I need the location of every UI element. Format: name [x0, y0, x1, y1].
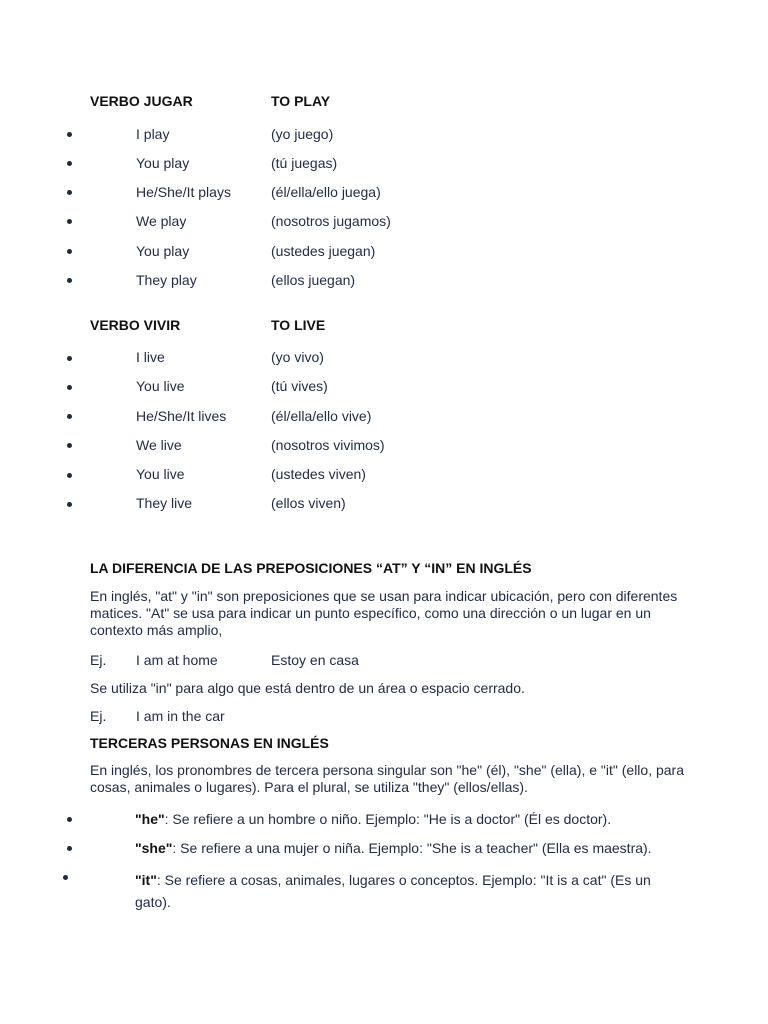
conjugation-en: I play — [136, 126, 170, 142]
conjugation-en: They play — [136, 272, 197, 288]
example-en: I am in the car — [136, 708, 225, 724]
prepositions-heading: LA DIFERENCIA DE LAS PREPOSICIONES “AT” Y “IN” EN INGLÉS — [90, 560, 532, 576]
bullet-icon — [67, 385, 72, 390]
conjugation-es: (ellos juegan) — [271, 272, 356, 288]
conjugation-en: He/She/It lives — [136, 408, 227, 424]
bullet-icon — [67, 502, 72, 507]
conjugation-en: I live — [136, 349, 165, 365]
bullet-icon — [67, 278, 72, 283]
conjugation-en: You play — [136, 243, 190, 259]
bullet-icon — [67, 443, 72, 448]
example-en: I am at home — [136, 652, 218, 668]
pronoun-text: : Se refiere a una mujer o niña. Ejemplo: "She is a teacher" (Ella es maestra). — [172, 840, 652, 856]
example-label: Ej. — [90, 708, 107, 724]
conjugation-en: You live — [136, 466, 185, 482]
conjugation-es: (ustedes juegan) — [271, 243, 376, 259]
prepositions-paragraph: En inglés, "at" y "in" son preposiciones que se usan para indicar ubicación, pero con diferentes matices. "At" se usa para indicar un punto específico, como una dirección o un lugar en un contexto más amplio, — [90, 588, 678, 638]
conjugation-en: We live — [136, 437, 182, 453]
vivir-heading-en: TO LIVE — [271, 317, 326, 333]
bullet-icon — [67, 219, 72, 224]
vivir-heading-es: VERBO VIVIR — [90, 317, 181, 333]
conjugation-es: (yo juego) — [271, 126, 334, 142]
bullet-icon — [67, 414, 72, 419]
conjugation-es: (ustedes viven) — [271, 466, 366, 482]
conjugation-en: You play — [136, 155, 190, 171]
conjugation-es: (él/ella/ello juega) — [271, 184, 381, 200]
third-person-heading: TERCERAS PERSONAS EN INGLÉS — [90, 735, 329, 751]
bullet-icon — [67, 161, 72, 166]
conjugation-es: (nosotros jugamos) — [271, 213, 391, 229]
conjugation-en: We play — [136, 213, 187, 229]
pronoun-item — [135, 840, 652, 856]
bullet-icon — [67, 846, 72, 851]
pronoun-term: "he" — [135, 811, 165, 827]
conjugation-en: You live — [136, 378, 185, 394]
bullet-icon — [67, 817, 72, 822]
conjugation-es: (yo vivo) — [271, 349, 324, 365]
jugar-heading-es: VERBO JUGAR — [90, 93, 193, 109]
pronoun-text: : Se refiere a cosas, animales, lugares o conceptos. Ejemplo: "It is a cat" (Es un gato). — [135, 872, 651, 910]
conjugation-es: (tú vives) — [271, 378, 328, 394]
bullet-icon — [67, 249, 72, 254]
third-person-paragraph: En inglés, los pronombres de tercera persona singular son "he" (él), "she" (ella), e "it" (ello, para cosas, animales o lugares). Para el plural, se utiliza "they" (ellos/ellas). — [90, 762, 684, 795]
conjugation-en: They live — [136, 495, 193, 511]
conjugation-es: (nosotros vivimos) — [271, 437, 385, 453]
pronoun-term: "it" — [135, 872, 157, 888]
conjugation-en: He/She/It plays — [136, 184, 231, 200]
bullet-icon — [67, 356, 72, 361]
pronoun-item — [135, 811, 611, 827]
conjugation-es: (tú juegas) — [271, 155, 338, 171]
pronoun-item — [135, 869, 655, 913]
example-es: Estoy en casa — [271, 652, 359, 668]
bullet-icon — [67, 473, 72, 478]
bullet-icon — [67, 190, 72, 195]
example-label: Ej. — [90, 652, 107, 668]
pronoun-term: "she" — [135, 840, 173, 856]
conjugation-es: (ellos viven) — [271, 495, 346, 511]
conjugation-es: (él/ella/ello vive) — [271, 408, 372, 424]
pronoun-text: : Se refiere a un hombre o niño. Ejemplo: "He is a doctor" (Él es doctor). — [164, 811, 612, 827]
jugar-heading-en: TO PLAY — [271, 93, 331, 109]
bullet-icon — [63, 875, 68, 880]
bullet-icon — [67, 132, 72, 137]
in-sentence: Se utiliza "in" para algo que está dentro de un área o espacio cerrado. — [90, 680, 525, 696]
